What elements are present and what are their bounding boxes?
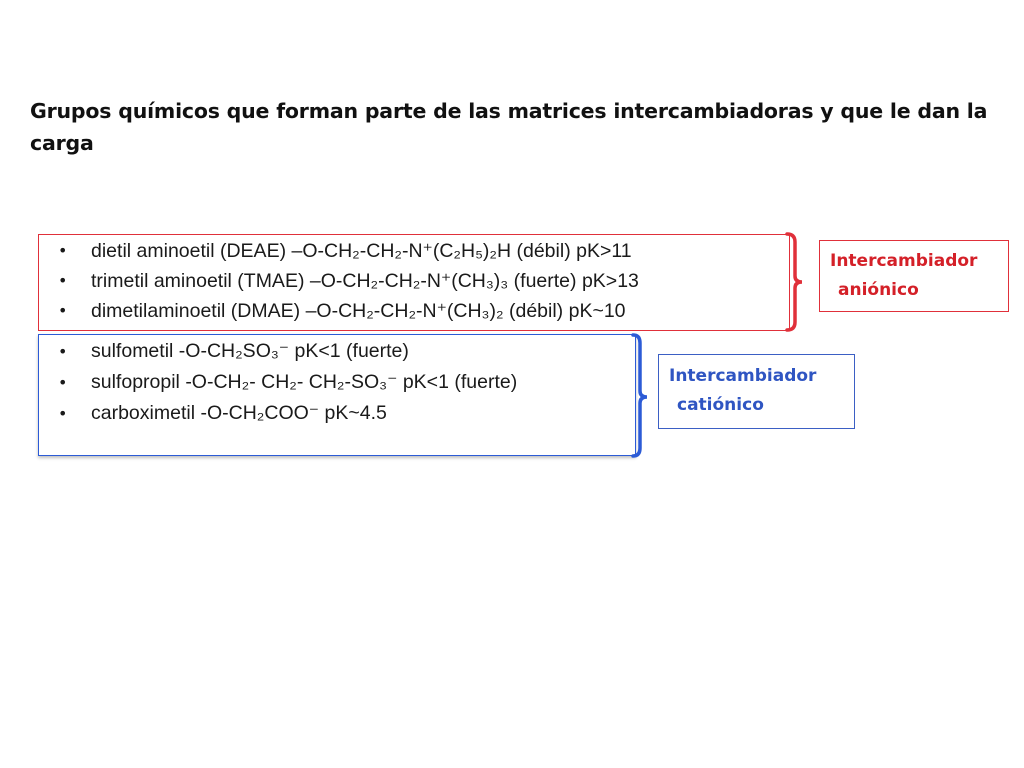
group-strength: (fuerte) [346,340,409,362]
bullet-icon: • [58,404,68,423]
anion-exchanger-label [819,240,1009,312]
bullet-icon: • [58,241,68,260]
group-name: dietil aminoetil (DEAE) [91,240,287,262]
bullet-icon: • [58,373,68,392]
slide-title: Grupos químicos que forman parte de las matrices intercambiadoras y que le dan la carga [30,99,988,155]
group-pk: pK~10 [568,300,626,322]
anion-group-item [58,296,639,326]
group-pk: pK~4.5 [324,402,387,424]
group-name: trimetil aminoetil (TMAE) [91,270,305,292]
group-formula: –O-CH₂-CH₂-N⁺(C₂H₅)₂H [291,240,512,262]
cation-group-item [58,398,517,429]
group-name: carboximetil [91,402,196,424]
group-name: dimetilaminoetil (DMAE) [91,300,301,322]
group-formula: -O-CH₂SO₃⁻ [178,340,290,362]
group-strength: (débil) [508,300,564,322]
bullet-icon: • [58,342,68,361]
label-line: Intercambiador [669,366,817,386]
group-name: sulfopropil [91,371,180,393]
group-formula: -O-CH₂COO⁻ [200,402,320,424]
group-pk: pK>13 [581,270,639,292]
bullet-icon: • [58,271,68,290]
group-strength: (débil) [516,240,571,262]
group-formula: -O-CH₂- CH₂- CH₂-SO₃⁻ [185,371,398,393]
cation-bracket [630,333,656,459]
group-pk: pK>11 [576,240,632,262]
group-formula: –O-CH₂-CH₂-N⁺(CH₃)₃ [309,270,509,292]
cation-exchanger-label [658,354,855,429]
group-strength: (fuerte) [513,270,577,292]
label-line: aniónico [838,280,919,300]
label-line: Intercambiador [830,251,978,271]
anion-group-item [58,266,639,296]
label-line: catiónico [677,395,764,415]
anion-group-list [58,236,639,326]
group-strength: (fuerte) [454,371,518,393]
cation-group-item [58,336,517,367]
group-pk: pK<1 [294,340,341,362]
cation-group-item [58,367,517,398]
bullet-icon: • [58,301,68,320]
anion-group-item [58,236,639,266]
cation-group-list [58,336,517,429]
group-pk: pK<1 [402,371,449,393]
group-name: sulfometil [91,340,174,362]
group-formula: –O-CH₂-CH₂-N⁺(CH₃)₂ [305,300,504,322]
anion-bracket [784,232,810,332]
